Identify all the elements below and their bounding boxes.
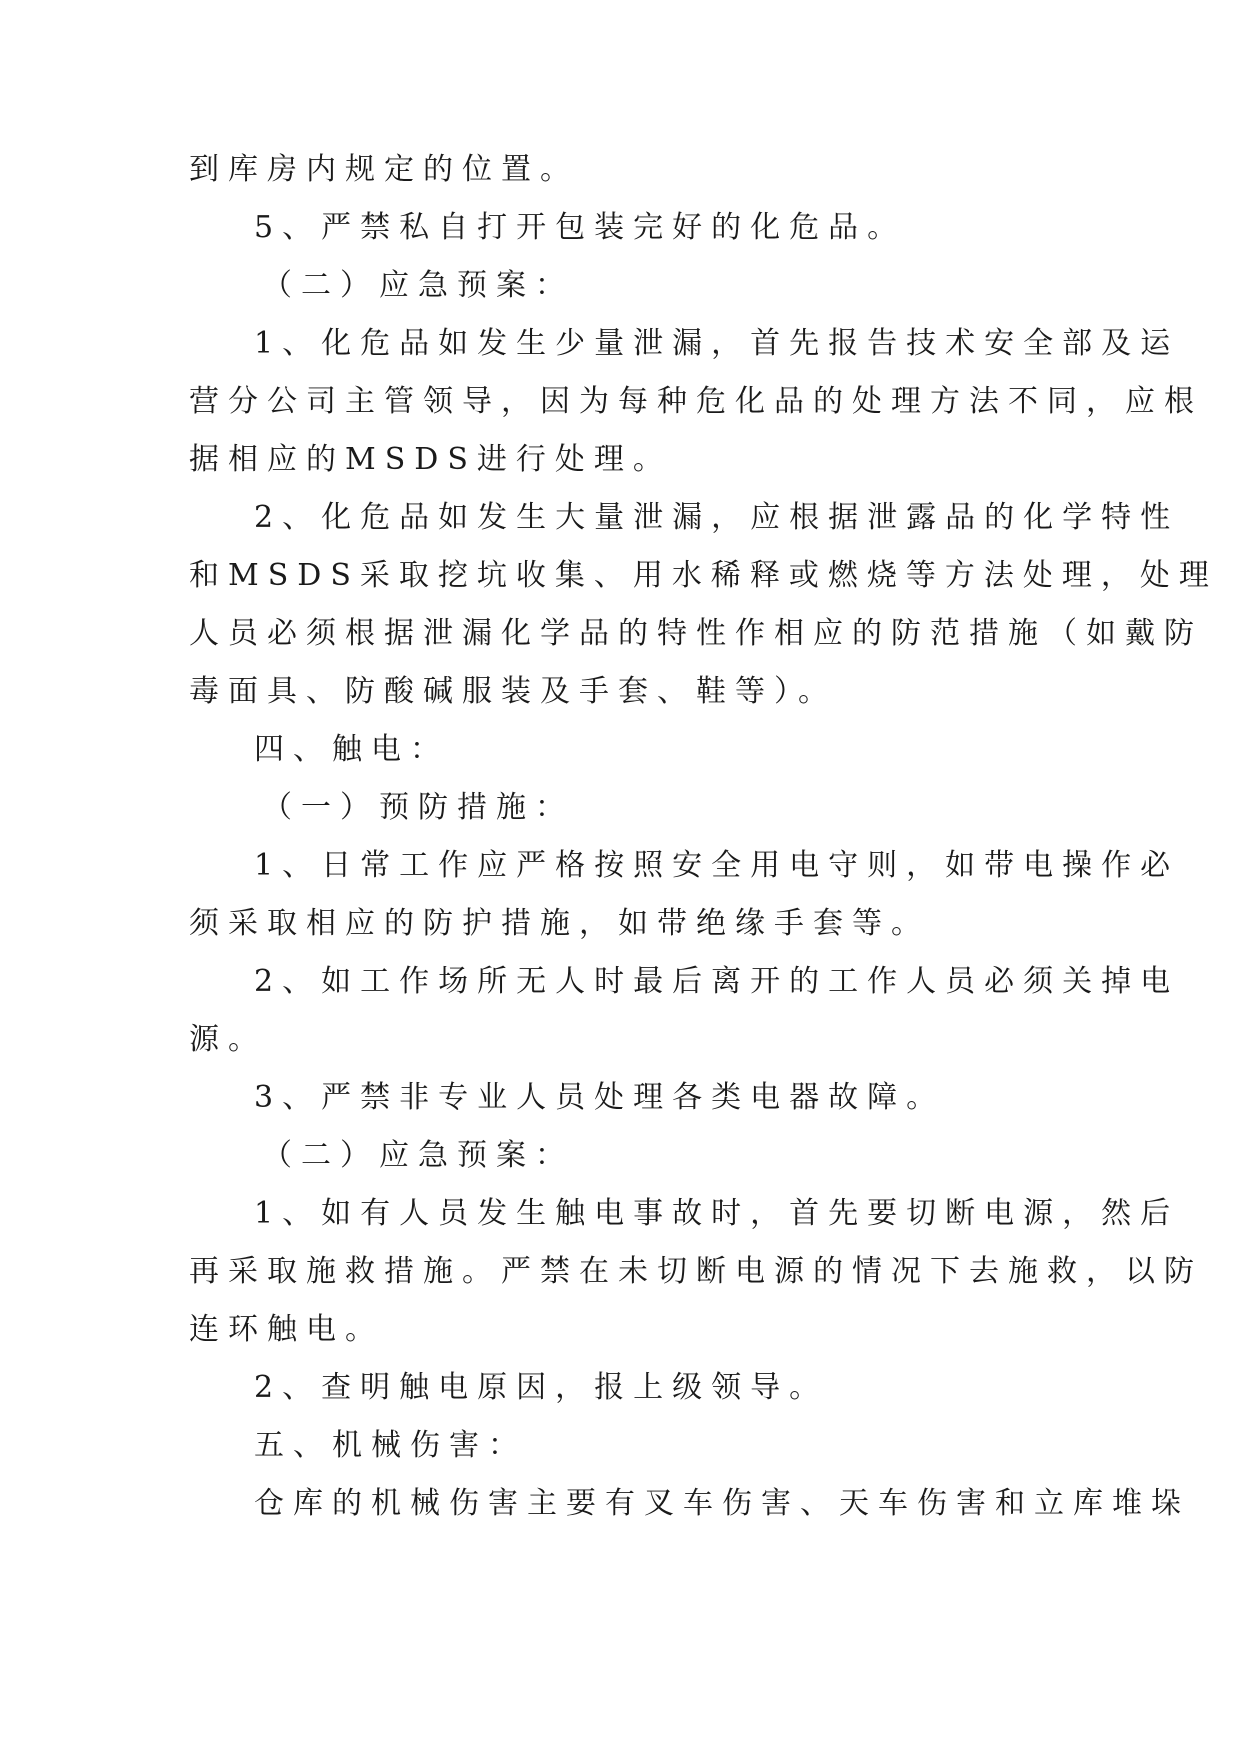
text-line: 再采取施救措施。严禁在未切断电源的情况下去施救，以防 bbox=[189, 1254, 1203, 1289]
text-line: 毒面具、防酸碱服装及手套、鞋等）。 bbox=[189, 674, 837, 709]
text-line: 1、日常工作应严格按照安全用电守则，如带电操作必 bbox=[254, 848, 1180, 883]
text-line: 源。 bbox=[189, 1022, 267, 1057]
section-heading: （一）预防措施： bbox=[262, 790, 574, 825]
text-line: 和MSDS采取挖坑收集、用水稀释或燃烧等方法处理，处理 bbox=[189, 558, 1218, 593]
text-line: 到库房内规定的位置。 bbox=[189, 152, 579, 187]
text-line: 人员必须根据泄漏化学品的特性作相应的防范措施（如戴防 bbox=[189, 616, 1203, 651]
text-line: 2、查明触电原因，报上级领导。 bbox=[254, 1370, 829, 1405]
text-line: 仓库的机械伤害主要有叉车伤害、天车伤害和立库堆垛 bbox=[254, 1486, 1190, 1521]
text-line: 据相应的MSDS进行处理。 bbox=[189, 442, 672, 477]
text-line: 营分公司主管领导，因为每种危化品的处理方法不同，应根 bbox=[189, 384, 1203, 419]
text-line: 须采取相应的防护措施，如带绝缘手套等。 bbox=[189, 906, 930, 941]
text-line: 2、化危品如发生大量泄漏，应根据泄露品的化学特性 bbox=[254, 500, 1180, 535]
section-heading: 四、触电： bbox=[254, 732, 449, 767]
section-heading: 五、机械伤害： bbox=[254, 1428, 527, 1463]
text-line: 连环触电。 bbox=[189, 1312, 384, 1347]
text-line: 1、化危品如发生少量泄漏，首先报告技术安全部及运 bbox=[254, 326, 1180, 361]
text-line: 3、严禁非专业人员处理各类电器故障。 bbox=[254, 1080, 946, 1115]
text-line: 2、如工作场所无人时最后离开的工作人员必须关掉电 bbox=[254, 964, 1180, 999]
section-heading: （二）应急预案： bbox=[262, 1138, 574, 1173]
section-heading: （二）应急预案： bbox=[262, 268, 574, 303]
text-line: 5、严禁私自打开包装完好的化危品。 bbox=[254, 210, 907, 245]
text-line: 1、如有人员发生触电事故时，首先要切断电源，然后 bbox=[254, 1196, 1180, 1231]
